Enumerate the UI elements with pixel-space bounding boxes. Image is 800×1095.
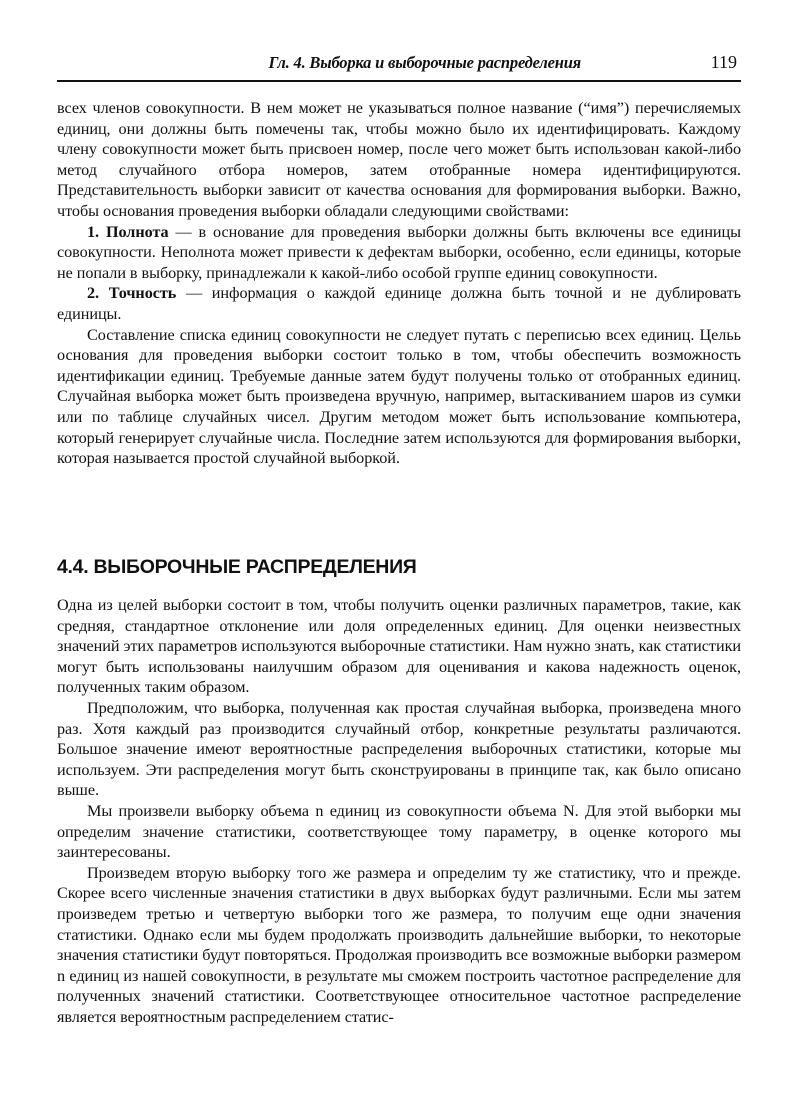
intro-text bbox=[57, 98, 741, 469]
section-text bbox=[57, 595, 741, 1027]
term-accuracy: 2. Точность bbox=[87, 284, 177, 303]
paragraph: Произведем вторую выборку того же размера и определим ту же статистику, что и прежде. Скорее всего численные значения статистики в двух выборках будут различными. Если мы затем произведем третью и четвертую выборки того же размера, то получим еще одни значения статистики. Однако если мы будем продолжать производить дальнейшие выборки, то некоторые значения статистики будут повторяться. Продолжая производить все возможные выборки размером n единиц из нашей совокупности, в результате мы сможем построить частотное распределение для полученных значений статистики. Соответствующее относительное частотное распределение является вероятностным распределением статис- bbox=[57, 863, 741, 1026]
paragraph: Одна из целей выборки состоит в том, чтобы получить оценки различных параметров, такие, как средняя, стандартное отклонение или доля определенных единиц. Для оценки неизвестных значений этих параметров используются выборочные статистики. Нам нужно знать, как статистики могут быть использованы наилучшим образом для оценивания и какова надежность оценок, полученных таким образом. bbox=[57, 596, 741, 697]
paragraph: Предположим, что выборка, полученная как простая случайная выборка, произведена много раз. Хотя каждый раз производится случайный отбор, конкретные результаты различаются. Большое значение имеют вероятностные распределения выборочных статистики, которые мы используем. Эти распределения могут быть сконструированы в принципе так, как было описано выше. bbox=[57, 698, 741, 800]
list-item-accuracy bbox=[57, 283, 741, 324]
term-completeness: 1. Полнота bbox=[87, 222, 169, 241]
page-header bbox=[57, 50, 741, 82]
running-title: Гл. 4. Выборка и выборочные распределения bbox=[268, 53, 581, 72]
section-heading: 4.4. ВЫБОРОЧНЫЕ РАСПРЕДЕЛЕНИЯ bbox=[57, 556, 417, 578]
paragraph: всех членов совокупности. В нем может не указываться полное название (“имя”) перечисляемых единиц, они должны быть помечены так, чтобы можно было их идентифицировать. Каждому члену совокупности может быть присвоен номер, после чего может быть использован какой-либо метод случайного отбора номеров, затем отобранные номера идентифицируются. Представительность выборки зависит от качества основания для формирования выборки. Важно, чтобы основания проведения выборки обладали следующими свойствами: bbox=[57, 99, 741, 220]
list-item-text: — информация о каждой единице должна быть точной и не дублировать единицы. bbox=[57, 284, 741, 323]
paragraph: Мы произвели выборку объема n единиц из совокупности объема N. Для этой выборки мы определим значение статистики, соответствующее тому параметру, в оценке которого мы заинтересованы. bbox=[57, 801, 741, 862]
paragraph: Составление списка единиц совокупности не следует путать с переписью всех единиц. Цельь основания для проведения выборки состоит только в том, чтобы обеспечить возможность идентификации единиц. Требуемые данные затем будут получены только от отобранных единиц. Случайная выборка может быть произведена вручную, например, вытаскиванием шаров из сумки или по таблице случайных чисел. Другим методом может быть использование компьютера, который генерирует случайные числа. Последние затем используются для формирования выборки, которая называется простой случайной выборкой. bbox=[57, 325, 741, 468]
page-number: 119 bbox=[710, 52, 737, 72]
list-item-completeness bbox=[57, 222, 741, 284]
list-item-text: — в основание для проведения выборки должны быть включены все единицы совокупности. Неполнота может привести к дефектам выборки, особенно, если единицы, которые не попали в выборку, принадлежали к какой-либо особой группе единиц совокупности. bbox=[57, 222, 741, 282]
